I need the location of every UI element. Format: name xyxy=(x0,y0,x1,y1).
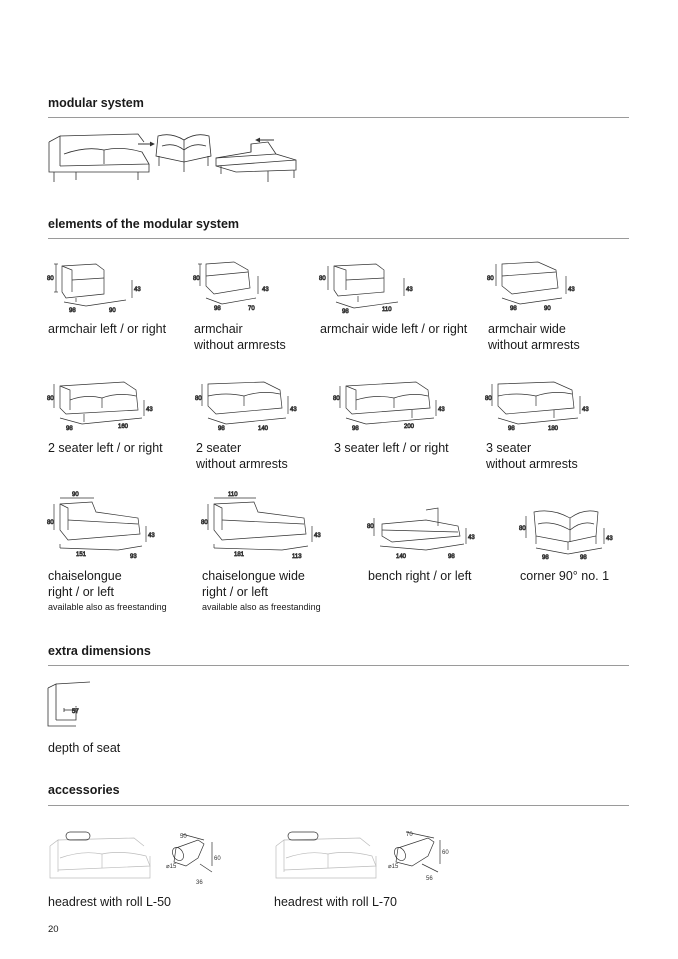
svg-text:90: 90 xyxy=(72,492,79,498)
section-title-extra-dimensions: extra dimensions xyxy=(48,644,151,658)
armchair-wide-no-arms-diagram xyxy=(486,258,586,316)
svg-text:⌀15: ⌀15 xyxy=(388,864,399,870)
svg-text:140: 140 xyxy=(258,426,269,432)
section-title-elements: elements of the modular system xyxy=(48,217,240,231)
corner-diagram xyxy=(518,504,618,564)
svg-text:43: 43 xyxy=(438,407,445,413)
element-label: armchair wide without armrests xyxy=(488,322,580,352)
element-label: 2 seater left / or right xyxy=(48,441,163,455)
divider xyxy=(48,117,629,118)
svg-text:43: 43 xyxy=(468,535,475,541)
divider xyxy=(48,665,629,666)
svg-text:50: 50 xyxy=(180,834,187,840)
svg-text:60: 60 xyxy=(214,856,221,862)
section-title-accessories: accessories xyxy=(48,783,120,797)
svg-text:93: 93 xyxy=(130,554,137,560)
chaiselongue-wide-diagram xyxy=(200,490,330,562)
extra-label: depth of seat xyxy=(48,741,121,755)
svg-text:98: 98 xyxy=(66,426,73,432)
element-label: 3 seater without armrests xyxy=(486,441,578,471)
element-label: bench right / or left xyxy=(368,569,472,583)
svg-text:110: 110 xyxy=(228,492,238,498)
accessory-label: headrest with roll L-50 xyxy=(48,895,171,909)
svg-text:98: 98 xyxy=(508,426,515,432)
svg-text:43: 43 xyxy=(568,287,575,293)
svg-text:56: 56 xyxy=(426,876,433,882)
svg-text:80: 80 xyxy=(201,520,208,526)
svg-text:43: 43 xyxy=(262,287,269,293)
svg-text:181: 181 xyxy=(234,552,245,558)
svg-text:110: 110 xyxy=(382,307,392,313)
svg-text:98: 98 xyxy=(510,306,517,312)
svg-text:36: 36 xyxy=(196,880,203,886)
element-label: armchair wide left / or right xyxy=(320,322,468,336)
svg-text:80: 80 xyxy=(319,276,326,282)
svg-text:60: 60 xyxy=(442,850,449,856)
svg-text:98: 98 xyxy=(352,426,359,432)
svg-text:98: 98 xyxy=(342,309,349,315)
divider xyxy=(48,238,629,239)
svg-text:43: 43 xyxy=(406,287,413,293)
two-seater-left-diagram xyxy=(46,378,166,434)
svg-text:180: 180 xyxy=(548,426,559,432)
svg-text:113: 113 xyxy=(292,554,302,560)
headrest-l70-diagram xyxy=(272,826,462,888)
svg-text:80: 80 xyxy=(485,396,492,402)
modular-system-illustration xyxy=(46,130,306,186)
svg-text:43: 43 xyxy=(134,287,141,293)
svg-text:140: 140 xyxy=(396,554,407,560)
three-seater-no-arms-diagram xyxy=(484,378,594,434)
note: available also as freestanding xyxy=(48,602,167,612)
svg-text:70: 70 xyxy=(248,306,255,312)
chaiselongue-diagram xyxy=(46,494,166,562)
svg-text:80: 80 xyxy=(519,526,526,532)
svg-text:80: 80 xyxy=(367,524,374,530)
page-number: 20 xyxy=(48,924,59,935)
element-label: armchair left / or right xyxy=(48,322,167,336)
headrest-l50-diagram xyxy=(46,826,236,888)
svg-text:160: 160 xyxy=(118,424,129,430)
armchair-wide-left-diagram xyxy=(318,258,418,316)
svg-text:90: 90 xyxy=(544,306,551,312)
svg-text:43: 43 xyxy=(146,407,153,413)
element-label: corner 90° no. 1 xyxy=(520,569,610,583)
svg-text:43: 43 xyxy=(148,533,155,539)
svg-text:70: 70 xyxy=(406,832,413,838)
svg-text:80: 80 xyxy=(333,396,340,402)
svg-text:57: 57 xyxy=(72,709,79,715)
svg-text:98: 98 xyxy=(448,554,455,560)
svg-text:80: 80 xyxy=(487,276,494,282)
svg-text:98: 98 xyxy=(69,308,76,314)
element-label: chaiselongue wide right / or left xyxy=(202,569,305,599)
three-seater-left-diagram xyxy=(332,378,452,434)
element-label: chaiselongue right / or left xyxy=(48,569,122,599)
divider xyxy=(48,805,629,806)
svg-text:43: 43 xyxy=(582,407,589,413)
section-title-modular-system: modular system xyxy=(48,96,144,110)
accessory-label: headrest with roll L-70 xyxy=(274,895,397,909)
svg-text:151: 151 xyxy=(76,552,87,558)
seat-depth-diagram xyxy=(46,680,106,736)
svg-text:80: 80 xyxy=(195,396,202,402)
svg-text:80: 80 xyxy=(47,520,54,526)
svg-text:98: 98 xyxy=(580,555,587,561)
svg-text:90: 90 xyxy=(109,308,116,314)
svg-text:98: 98 xyxy=(218,426,225,432)
svg-text:43: 43 xyxy=(606,536,613,542)
svg-text:43: 43 xyxy=(290,407,297,413)
svg-text:98: 98 xyxy=(542,555,549,561)
svg-text:43: 43 xyxy=(314,533,321,539)
svg-text:80: 80 xyxy=(47,396,54,402)
note: available also as freestanding xyxy=(202,602,321,612)
element-label: 2 seater without armrests xyxy=(196,441,288,471)
element-label: 3 seater left / or right xyxy=(334,441,449,455)
armchair-left-diagram xyxy=(46,258,146,316)
svg-text:98: 98 xyxy=(214,306,221,312)
bench-diagram xyxy=(366,504,486,564)
two-seater-no-arms-diagram xyxy=(194,378,304,434)
svg-text:80: 80 xyxy=(47,276,54,282)
svg-text:200: 200 xyxy=(404,424,415,430)
svg-text:80: 80 xyxy=(193,276,200,282)
element-label: armchair without armrests xyxy=(194,322,286,352)
armchair-no-arms-diagram xyxy=(192,258,282,316)
svg-text:⌀15: ⌀15 xyxy=(166,864,177,870)
